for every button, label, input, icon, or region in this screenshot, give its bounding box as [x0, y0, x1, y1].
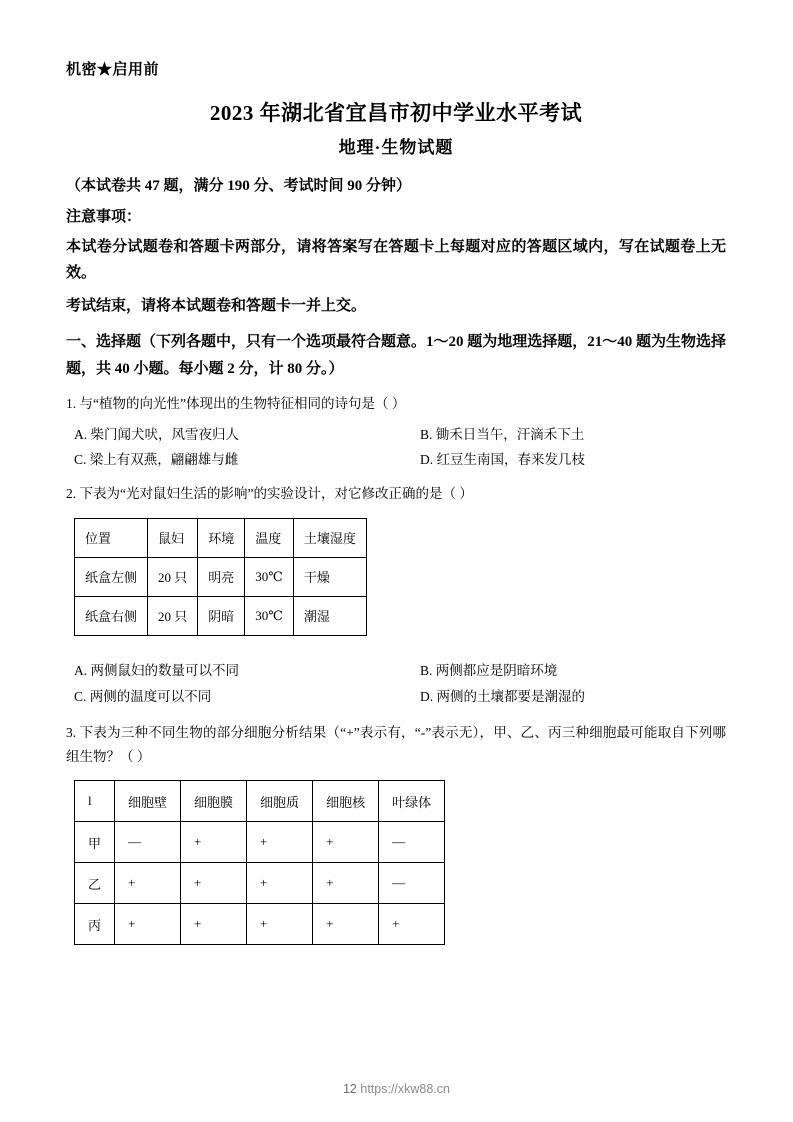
table-cell: + [313, 822, 379, 863]
page-subtitle: 地理·生物试题 [338, 138, 454, 157]
notice-paragraph-1: 本试卷分试题卷和答题卡两部分，请将答案写在答题卡上每题对应的答题区域内，写在试题卷上无效。 [66, 239, 726, 282]
notice-paragraph-2: 考试结束，请将本试题卷和答题卡一并上交。 [66, 297, 367, 314]
page-footer [0, 1082, 793, 1096]
option-row [66, 684, 726, 710]
table-cell: + [247, 904, 313, 945]
table-header-cell: 土壤湿度 [293, 518, 366, 557]
table-cell: + [313, 904, 379, 945]
table-cell: + [247, 863, 313, 904]
question-2-stem: 2. 下表为“光对鼠妇生活的影响”的实验设计，对它修改正确的是（ ） [66, 485, 473, 501]
table-row [75, 596, 367, 635]
table-header-row [75, 518, 367, 557]
table-cell: 30℃ [245, 557, 294, 596]
page-content [66, 58, 726, 955]
question-2-options [66, 658, 726, 709]
confidential-notice: 机密★启用前 [66, 62, 160, 78]
question-2-option-d: D. 两侧的土壤都要是潮湿的 [420, 688, 585, 704]
table-cell: 30℃ [245, 596, 294, 635]
option-row [66, 658, 726, 684]
table-cell: + [115, 863, 181, 904]
table-row [75, 557, 367, 596]
notice-heading: 注意事项： [66, 209, 142, 225]
table-cell: 甲 [75, 822, 115, 863]
question-1-option-a: A. 柴门闻犬吠，风雪夜归人 [74, 426, 239, 442]
question-3-table [74, 780, 445, 945]
table-row [75, 904, 445, 945]
option-row [66, 422, 726, 448]
table-header-cell: 细胞壁 [115, 781, 181, 822]
page-number: 12 [342, 1082, 357, 1096]
table-cell: + [313, 863, 379, 904]
table-cell: + [379, 904, 445, 945]
question-1-option-c: C. 梁上有双燕，翩翩雄与雌 [74, 452, 239, 468]
question-3-stem: 3. 下表为三种不同生物的部分细胞分析结果（“+”表示有，“-”表示无），甲、乙、丙三种细胞最可能取自下列哪组生物？（ ） [66, 725, 726, 764]
question-1-option-d: D. 红豆生南国，春来发几枝 [420, 452, 585, 468]
table-cell: 潮湿 [293, 596, 366, 635]
question-2-option-b: B. 两侧都应是阴暗环境 [420, 662, 558, 678]
table-header-cell: l [75, 781, 115, 822]
table-cell: — [379, 822, 445, 863]
table-cell: + [181, 822, 247, 863]
table-cell: 阴暗 [198, 596, 245, 635]
exam-info: （本试卷共 47 题，满分 190 分、考试时间 90 分钟） [66, 178, 412, 194]
table-cell: 纸盒左侧 [75, 557, 148, 596]
table-cell: + [181, 904, 247, 945]
table-cell: + [181, 863, 247, 904]
question-1-options [66, 422, 726, 473]
question-2-table [74, 518, 367, 636]
table-cell: 干燥 [293, 557, 366, 596]
table-cell: + [247, 822, 313, 863]
table-cell: 丙 [75, 904, 115, 945]
section-heading-1: 一、选择题（下列各题中，只有一个选项最符合题意。1～20 题为地理选择题，21～40 题为生物选择题，共 40 小题。每小题 2 分，计 80 分。） [66, 333, 727, 377]
table-header-cell: 细胞核 [313, 781, 379, 822]
table-header-cell: 环境 [198, 518, 245, 557]
table-header-cell: 细胞质 [247, 781, 313, 822]
table-header-cell: 温度 [245, 518, 294, 557]
question-1-option-b: B. 锄禾日当午，汗滴禾下土 [420, 426, 585, 442]
footer-watermark: https://xkw88.cn [360, 1082, 450, 1096]
question-1-stem: 1. 与“植物的向光性”体现出的生物特征相同的诗句是（ ） [66, 395, 406, 411]
table-cell: 20 只 [148, 557, 198, 596]
table-header-cell: 鼠妇 [148, 518, 198, 557]
table-cell: 纸盒右侧 [75, 596, 148, 635]
question-2-option-a: A. 两侧鼠妇的数量可以不同 [74, 662, 239, 678]
table-row [75, 863, 445, 904]
table-header-cell: 位置 [75, 518, 148, 557]
page-title: 2023 年湖北省宜昌市初中学业水平考试 [209, 101, 583, 125]
table-header-row [75, 781, 445, 822]
table-header-cell: 细胞膜 [181, 781, 247, 822]
table-cell: — [115, 822, 181, 863]
option-row [66, 447, 726, 473]
table-cell: 明亮 [198, 557, 245, 596]
table-cell: — [379, 863, 445, 904]
table-header-cell: 叶绿体 [379, 781, 445, 822]
table-cell: + [115, 904, 181, 945]
question-2-option-c: C. 两侧的温度可以不同 [74, 688, 212, 704]
table-cell: 20 只 [148, 596, 198, 635]
table-row [75, 822, 445, 863]
table-cell: 乙 [75, 863, 115, 904]
